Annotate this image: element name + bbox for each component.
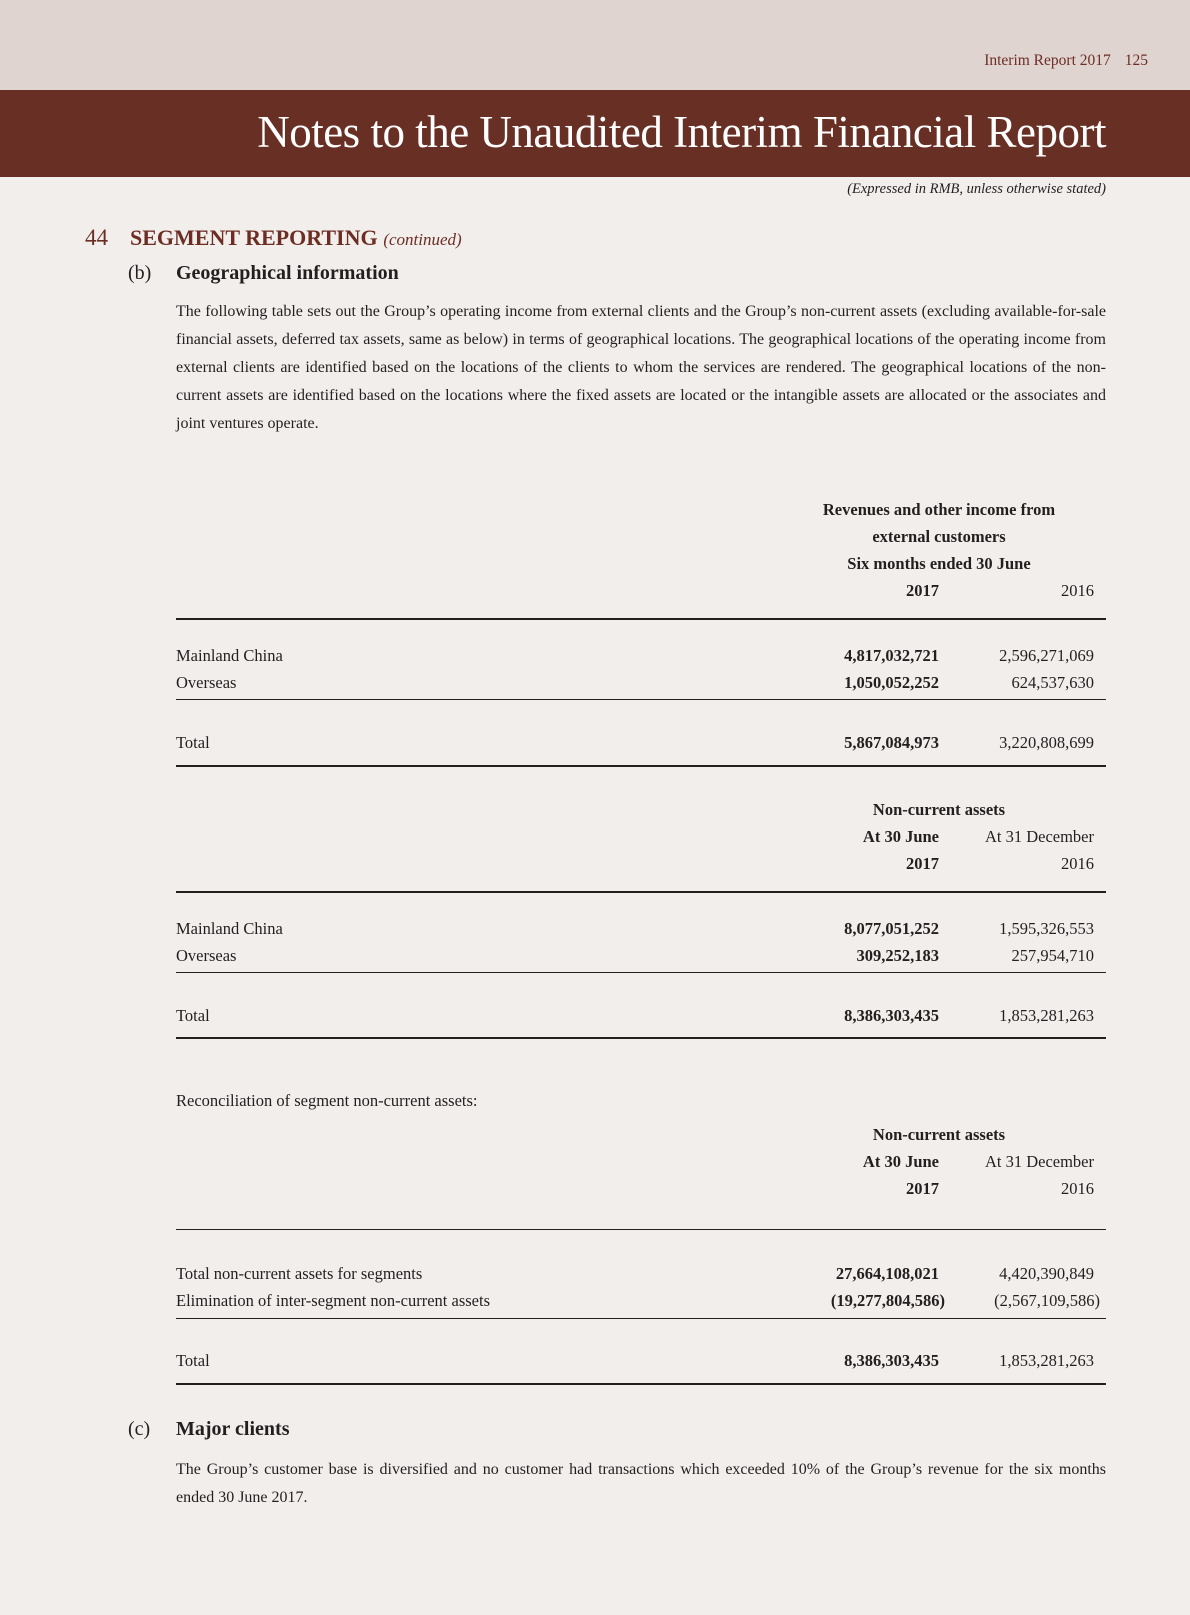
banner-title: Notes to the Unaudited Interim Financial Report	[257, 107, 1106, 157]
page-number: 125	[1124, 52, 1148, 69]
table-row: Overseas 309,252,183 257,954,710	[176, 946, 1094, 965]
reconciliation-intro: Reconciliation of segment non-current assets:	[176, 1091, 478, 1110]
total-rule	[176, 1037, 1106, 1039]
subsection-b-label: (b)	[128, 262, 152, 284]
section-heading	[85, 225, 462, 251]
table-row: Mainland China 4,817,032,721 2,596,271,069	[176, 646, 1094, 665]
running-header	[984, 52, 1148, 70]
section-title: SEGMENT REPORTING	[130, 225, 378, 250]
noncurrent-header: Non-current assets	[872, 800, 1006, 819]
subsection-c-label: (c)	[128, 1418, 151, 1440]
revenue-col-2016: 2016	[1061, 581, 1094, 600]
currency-note: (Expressed in RMB, unless otherwise stated)	[847, 181, 1106, 197]
revenue-header-line1: Revenues and other income from	[822, 500, 1056, 519]
top-header-band	[0, 0, 1190, 90]
reconciliation-col1-year: 2017	[906, 1179, 939, 1198]
section-continued: (continued)	[383, 230, 462, 249]
subtotal-rule	[176, 699, 1106, 700]
subsection-b-title: Geographical information	[176, 262, 399, 284]
noncurrent-col1-year: 2017	[906, 854, 939, 873]
subsection-c-paragraph: The Group’s customer base is diversified and no customer had transactions which exceeded 10% of the Group’s revenue for the six months ended 30 June 2017.	[176, 1461, 1106, 1506]
subsection-c-title: Major clients	[176, 1418, 290, 1440]
table-row: Overseas 1,050,052,252 624,537,630	[176, 673, 1094, 692]
reconciliation-col2-year: 2016	[1061, 1179, 1094, 1198]
revenue-header-line3: Six months ended 30 June	[847, 554, 1031, 573]
subtotal-rule	[176, 1318, 1106, 1319]
header-rule	[176, 891, 1106, 893]
reconciliation-col1-date: At 30 June	[862, 1152, 939, 1171]
section-number: 44	[85, 225, 108, 250]
table-row: Elimination of inter-segment non-current assets (19,277,804,586) (2,567,109,586)	[176, 1291, 1100, 1310]
running-title: Interim Report 2017	[984, 52, 1111, 69]
total-rule	[176, 765, 1106, 767]
subsection-b-heading	[128, 262, 399, 285]
table-row: Total non-current assets for segments 27,664,108,021 4,420,390,849	[176, 1264, 1094, 1283]
subsection-c-heading	[128, 1418, 290, 1441]
subsection-b-paragraph: The following table sets out the Group’s operating income from external clients and the Group’s non-current assets (excluding available-for-sale financial assets, deferred tax assets, same as below) in terms of geographical locations. The geographical locations of the operating income from external clients are identified based on the locations of the clients to whom the services are rendered. The geographical locations of the non-current assets are identified based on the locations where the fixed assets are located or the intangible assets are allocated or the associates and joint ventures operate.	[176, 303, 1106, 432]
noncurrent-col1-date: At 30 June	[862, 827, 939, 846]
table-total-row: Total 8,386,303,435 1,853,281,263	[176, 1006, 1094, 1025]
header-rule	[176, 618, 1106, 620]
table-total-row: Total 5,867,084,973 3,220,808,699	[176, 733, 1094, 752]
total-rule	[176, 1383, 1106, 1385]
reconciliation-header: Non-current assets	[872, 1125, 1006, 1144]
revenue-header-line2: external customers	[872, 527, 1006, 546]
table-row: Mainland China 8,077,051,252 1,595,326,553	[176, 919, 1094, 938]
noncurrent-col2-year: 2016	[1061, 854, 1094, 873]
header-rule	[176, 1229, 1106, 1230]
noncurrent-col2-date: At 31 December	[984, 827, 1094, 846]
table-total-row: Total 8,386,303,435 1,853,281,263	[176, 1351, 1094, 1370]
revenue-col-2017: 2017	[906, 581, 939, 600]
title-banner	[0, 90, 1190, 177]
subtotal-rule	[176, 972, 1106, 973]
reconciliation-col2-date: At 31 December	[984, 1152, 1094, 1171]
